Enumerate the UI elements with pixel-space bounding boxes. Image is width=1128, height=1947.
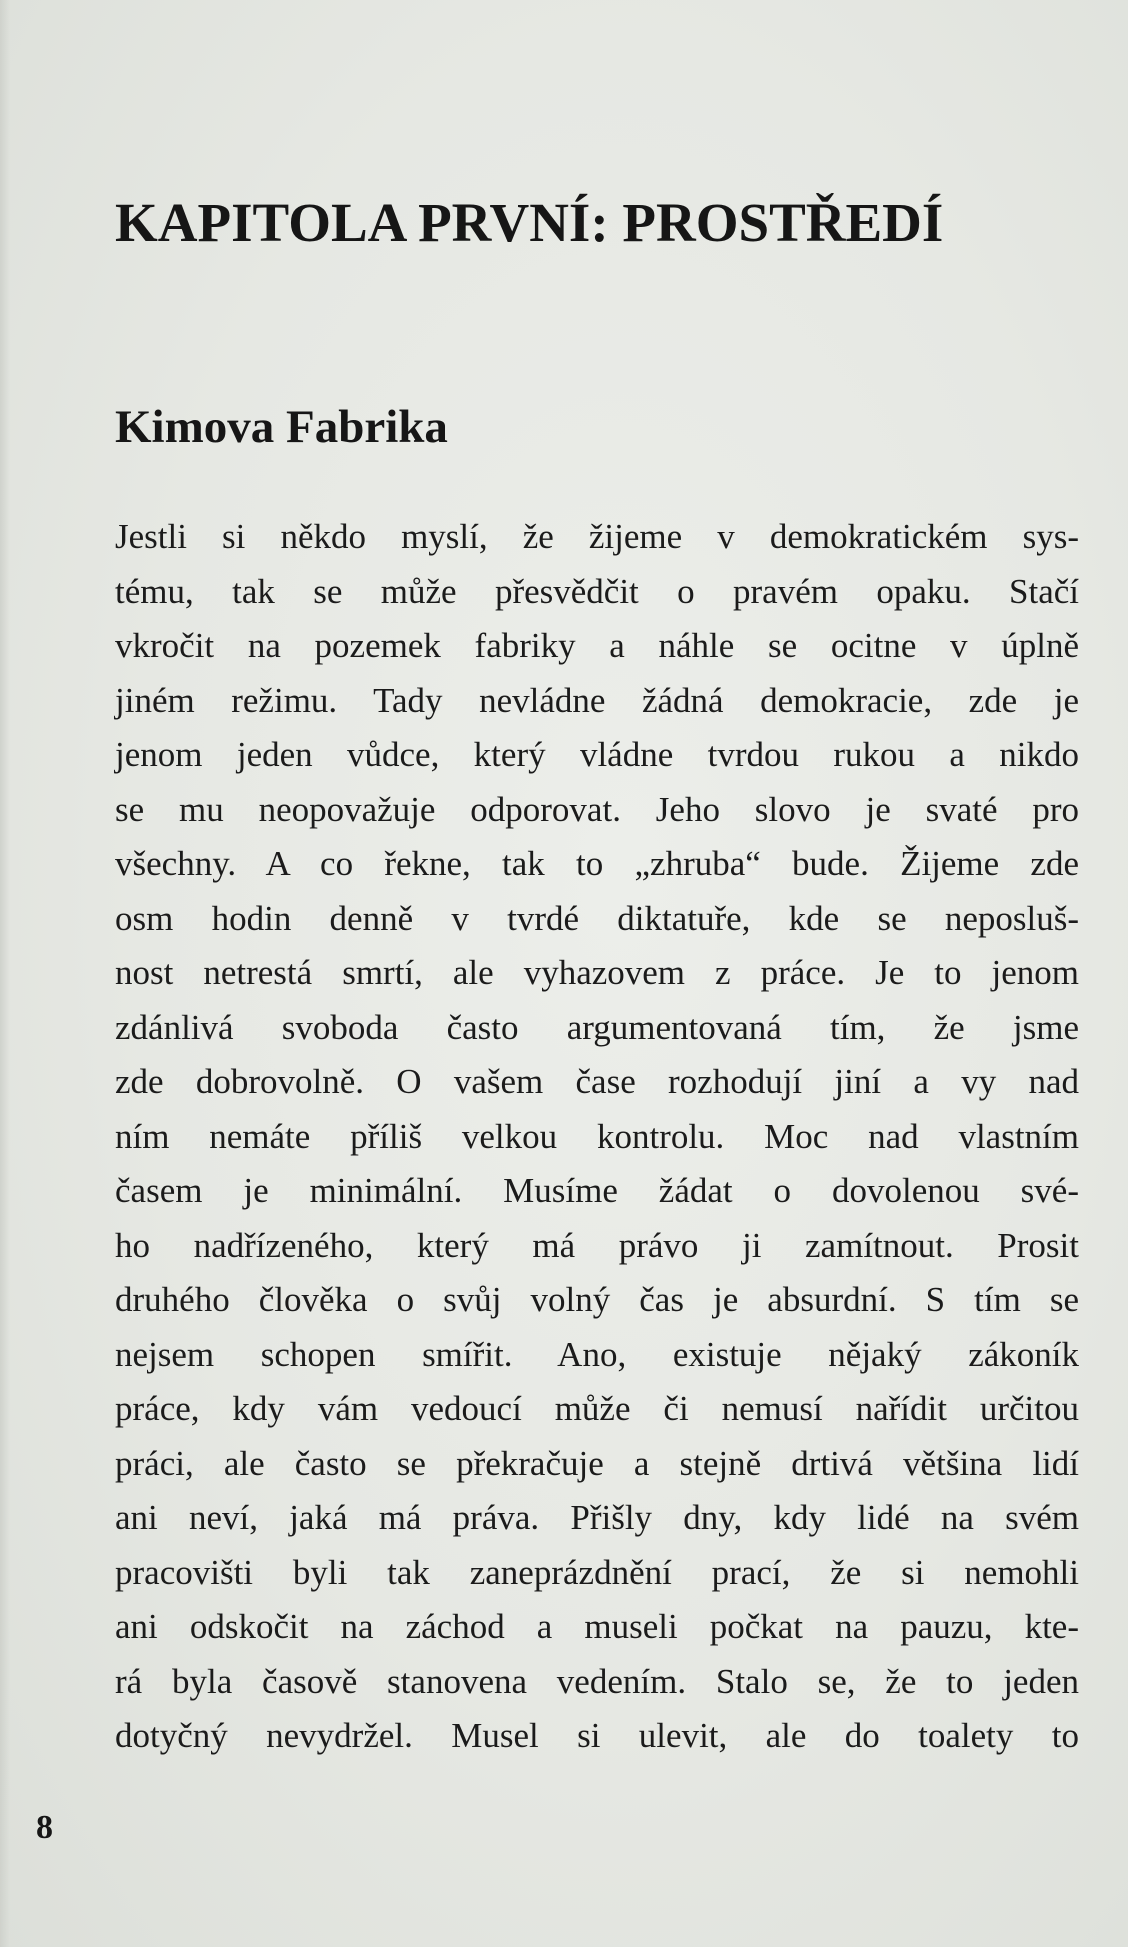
page-edge-shadow xyxy=(0,0,10,1947)
text-line-19: ani neví, jaká má práva. Přišly dny, kdy lidé na svém xyxy=(115,1498,1079,1537)
text-line-22: rá byla časově stanovena vedením. Stalo se, že to jeden xyxy=(115,1661,1079,1701)
text-line-15: druhého člověka o svůj volný čas je absurdní. S tím se xyxy=(115,1280,1079,1319)
text-line-9: nost netrestá smrtí, ale vyhazovem z práce. Je to jenom xyxy=(115,953,1079,992)
text-line-16: nejsem schopen smířit. Ano, existuje nějaký zákoník xyxy=(115,1334,1079,1374)
text-line-23: dotyčný nevydržel. Musel si ulevit, ale do toalety to xyxy=(115,1716,1079,1755)
text-line-18: práci, ale často se překračuje a stejně drtivá většina lidí xyxy=(115,1443,1079,1483)
section-title: Kimova Fabrika xyxy=(115,401,448,453)
text-line-12: ním nemáte příliš velkou kontrolu. Moc nad vlastním xyxy=(115,1116,1079,1156)
text-line-21: ani odskočit na záchod a museli počkat na pauzu, kte- xyxy=(115,1607,1079,1646)
text-line-5: jenom jeden vůdce, který vládne tvrdou rukou a nikdo xyxy=(115,735,1079,774)
text-line-2: tému, tak se může přesvědčit o pravém opaku. Stačí xyxy=(115,571,1079,611)
text-line-4: jiném režimu. Tady nevládne žádná demokracie, zde je xyxy=(115,680,1079,720)
text-line-3: vkročit na pozemek fabriky a náhle se ocitne v úplně xyxy=(115,626,1079,665)
text-line-14: ho nadřízeného, který má právo ji zamítnout. Prosit xyxy=(115,1225,1079,1265)
text-line-1: Jestli si někdo myslí, že žijeme v demokratickém sys- xyxy=(115,517,1079,556)
text-line-20: pracovišti byli tak zaneprázdnění prací, že si nemohli xyxy=(115,1552,1079,1592)
text-line-7: všechny. A co řekne, tak to „zhruba“ bude. Žijeme zde xyxy=(115,844,1079,883)
chapter-title: KAPITOLA PRVNÍ: PROSTŘEDÍ xyxy=(115,192,944,253)
text-line-17: práce, kdy vám vedoucí může či nemusí nařídit určitou xyxy=(115,1389,1079,1428)
text-line-13: časem je minimální. Musíme žádat o dovolenou své- xyxy=(115,1171,1079,1210)
page-number: 8 xyxy=(36,1809,53,1846)
text-line-11: zde dobrovolně. O vašem čase rozhodují jiní a vy nad xyxy=(115,1062,1079,1101)
text-line-10: zdánlivá svoboda často argumentovaná tím, že jsme xyxy=(115,1007,1079,1047)
text-line-6: se mu neopovažuje odporovat. Jeho slovo je svaté pro xyxy=(115,789,1079,829)
body-paragraph xyxy=(115,510,1079,1764)
text-line-8: osm hodin denně v tvrdé diktatuře, kde se neposluš- xyxy=(115,898,1079,938)
